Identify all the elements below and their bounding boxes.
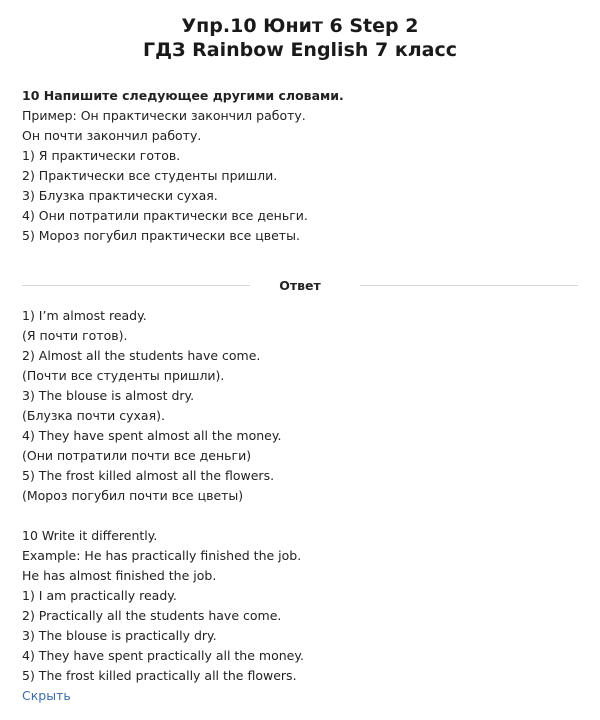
english-line: Example: He has practically finished the job. bbox=[22, 548, 302, 563]
question-line: Пример: Он практически закончил работу. bbox=[22, 108, 306, 123]
hide-link[interactable]: Скрыть bbox=[22, 688, 71, 703]
english-line: 4) They have spent practically all the money. bbox=[22, 648, 304, 663]
english-line: 1) I am practically ready. bbox=[22, 588, 177, 603]
answer-line: 5) The frost killed almost all the flowers. bbox=[22, 468, 275, 483]
answer-line: (Блузка почти сухая). bbox=[22, 408, 165, 423]
exercise-question bbox=[22, 86, 592, 246]
english-line: He has almost finished the job. bbox=[22, 568, 217, 583]
answer-line: (Я почти готов). bbox=[22, 328, 128, 343]
question-line: 5) Мороз погубил практически все цветы. bbox=[22, 228, 300, 243]
english-line: 10 Write it differently. bbox=[22, 528, 158, 543]
question-line: 4) Они потратили практически все деньги. bbox=[22, 208, 308, 223]
english-line: 3) The blouse is practically dry. bbox=[22, 628, 217, 643]
title-line-1: Упр.10 Юнит 6 Step 2 bbox=[181, 15, 419, 37]
question-line: 1) Я практически готов. bbox=[22, 148, 181, 163]
answer-block bbox=[22, 306, 592, 506]
english-task-block bbox=[22, 526, 592, 706]
question-line: Он почти закончил работу. bbox=[22, 128, 202, 143]
question-line: 3) Блузка практически сухая. bbox=[22, 188, 218, 203]
answer-line: 4) They have spent almost all the money. bbox=[22, 428, 282, 443]
english-line: 5) The frost killed practically all the flowers. bbox=[22, 668, 297, 683]
divider-right bbox=[360, 285, 578, 286]
exercise-heading: 10 Напишите следующее другими словами. bbox=[22, 88, 344, 103]
english-line: 2) Practically all the students have come. bbox=[22, 608, 282, 623]
answer-separator bbox=[22, 276, 578, 296]
title-line-2: ГДЗ Rainbow English 7 класс bbox=[142, 39, 458, 61]
answer-line: (Они потратили почти все деньги) bbox=[22, 448, 252, 463]
page-title bbox=[0, 14, 600, 62]
answer-line: 2) Almost all the students have come. bbox=[22, 348, 261, 363]
answer-line: (Мороз погубил почти все цветы) bbox=[22, 488, 244, 503]
answer-line: 3) The blouse is almost dry. bbox=[22, 388, 195, 403]
answer-label: Ответ bbox=[279, 278, 321, 293]
answer-line: (Почти все студенты пришли). bbox=[22, 368, 225, 383]
answer-line: 1) I’m almost ready. bbox=[22, 308, 147, 323]
question-line: 2) Практически все студенты пришли. bbox=[22, 168, 278, 183]
